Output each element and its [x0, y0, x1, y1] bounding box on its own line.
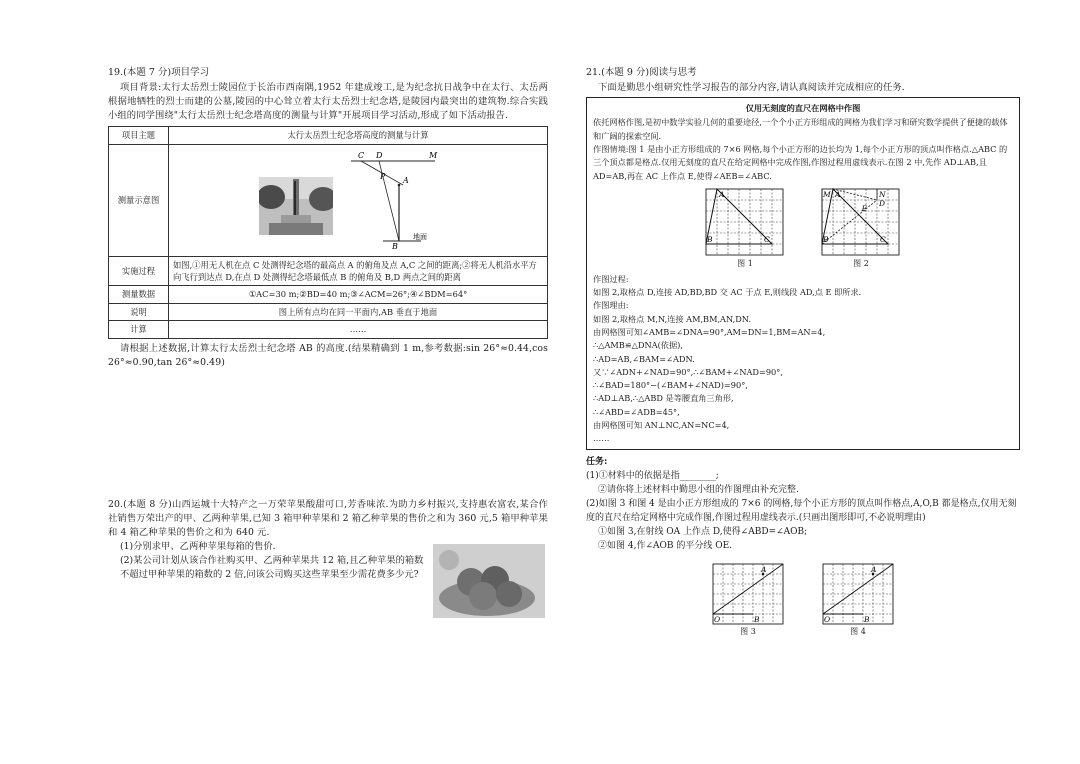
calc-label: 计算: [109, 321, 169, 338]
task-2: (2)如图 3 和图 4 是由小正方形组成的 7×6 的网格,每个小正方形的顶点叫作格点,A,O,B 都是格点,仅用无刻度的直尺在给定网格中完成作图,作图过程用虚线表示.(只画出图形即可,不必说明理由): [586, 499, 1017, 524]
process-label: 实施过程: [109, 256, 169, 286]
data-label: 测量数据: [109, 286, 169, 303]
reason-10: ……: [593, 433, 610, 444]
figure-3: [711, 562, 785, 638]
figure-4-caption: 图 4: [850, 627, 866, 637]
reason-6: ∴∠BAD=180°−(∠BAM+∠NAD)=90°,: [593, 380, 748, 391]
task-figures: [586, 562, 1020, 638]
reason-5: 又∵∠ADN+∠NAD=90°,∴∠BAM+∠NAD=90°,: [593, 366, 783, 377]
figure-3-caption: 图 3: [740, 627, 756, 637]
point-label: A: [719, 189, 725, 199]
apple-basket-photo: [433, 544, 545, 618]
point-label: O: [824, 615, 831, 625]
point-label: D: [879, 198, 886, 208]
ray-oa: [713, 564, 783, 614]
calc-value: ……: [169, 321, 548, 338]
figure-2-caption: 图 2: [853, 258, 869, 268]
point-label: B: [823, 234, 829, 244]
task-title: 任务:: [586, 457, 608, 468]
point-p: P: [380, 171, 386, 181]
diagram-label: 测量示意图: [109, 144, 169, 256]
task-1b: ②请你将上述材料中勤思小组的作图理由补充完整.: [598, 485, 799, 496]
point-label: E: [861, 203, 868, 213]
ground-label: 地面: [413, 232, 427, 241]
report-figures: [593, 186, 1013, 271]
topic-value: 太行太岳烈士纪念塔高度的测量与计算: [169, 127, 548, 144]
reason-title: 作图理由:: [593, 300, 629, 311]
q21-header: 21.(本题 9 分)阅读与思考: [586, 67, 697, 78]
figure-3-grid: [711, 562, 785, 626]
reason-3: ∴△AMB≌△DNA(依据),: [593, 340, 683, 351]
reason-9: 由网格图可知 AN⊥NC,AN=NC=4,: [593, 419, 730, 430]
point-b: B: [392, 241, 398, 251]
figure-4-grid: [821, 562, 895, 626]
point-d: D: [376, 150, 383, 160]
q19-background: 项目背景:太行太岳烈士陵园位于长治市西南隅,1952 年建成竣工,是为纪念抗日战争中在太行、太岳两根据地牺牲的烈士而建的公墓,陵园的中心耸立着太行太岳烈士纪念塔,是陵园内最突出的建筑物.综合实践小组的同学围绕"太行太岳烈士纪念塔高度的测量与计算"开展项目学习活动,形成了如下活动报告.: [108, 82, 548, 122]
note-value: 图上所有点均在同一平面内,AB 垂直于地面: [169, 303, 548, 320]
task-2b: ②如图 4,作∠AOB 的平分线 OE.: [598, 541, 733, 552]
point-a: A: [403, 175, 409, 185]
q21-report-box: [586, 97, 1020, 450]
right-column: [586, 66, 1020, 638]
report-title: 仅用无刻度的直尺在网格中作图: [745, 103, 861, 114]
reason-8: ∴∠ABD=∠ADB=45°,: [593, 406, 680, 417]
q20-part1: (1)分别求甲、乙两种苹果每箱的售价.: [120, 540, 276, 552]
report-line-2: 作图情境:图 1 是由小正方形组成的 7×6 网格,每个小正方形的边长均为 1,每个小正方形的顶点叫作格点.△ABC 的三个顶点都是格点.仅用无刻度的直尺在给定网格中完成作图,作图过程用虚线表示.在图 2 中,先作 AD⊥AB,且 AD=AB,再在 AC 上作点 E,使得∠AEB=∠ABC.: [593, 144, 1008, 181]
figure-1-grid: [703, 186, 787, 258]
point-m: M: [429, 150, 438, 160]
point-label: A: [835, 189, 841, 199]
left-column: [108, 66, 548, 580]
note-label: 说明: [109, 303, 169, 320]
figure-1: [703, 186, 787, 271]
figure-4: [821, 562, 895, 638]
point-label: N: [879, 189, 886, 199]
reason-1: 如图 2,取格点 M,N,连接 AM,BM,AN,DN.: [593, 313, 752, 324]
geometry-diagram: [343, 149, 443, 253]
q19-project-table: [108, 126, 548, 339]
figure-1-caption: 图 1: [737, 258, 753, 268]
q19-question: 请根据上述数据,计算太行太岳烈士纪念塔 AB 的高度.(结果精确到 1 m,参考数据:sin 26°≈0.44,cos 26°≈0.90,tan 26°≈0.49): [108, 342, 548, 368]
q21-tasks: [586, 456, 1020, 554]
task-1: (1)①材料中的依据是指________;: [586, 471, 719, 482]
reason-4: ∴AD=AB,∠BAM=∠ADN.: [593, 353, 695, 364]
report-line-1: 依托网格作图,是初中数学实验几何的重要途径,一个个小正方形组成的网格为我们学习和研究数学提供了便捷的载体和广阔的探索空间.: [593, 117, 1008, 141]
data-value: ①AC=30 m;②BD=40 m;③∠ACM=26°;④∠BDM=64°: [169, 286, 548, 303]
point-label: A: [761, 565, 767, 575]
figure-2: [819, 186, 903, 271]
q19-header: 19.(本题 7 分)项目学习: [108, 67, 210, 78]
point-label: B: [707, 234, 713, 244]
q20-part2: (2)某公司计划从该合作社购买甲、乙两种苹果共 12 箱,且乙种苹果的箱数不超过甲种苹果的箱数的 2 倍,问该公司购买这些苹果至少需花费多少元?: [120, 554, 424, 580]
figure-2-grid: [819, 186, 903, 258]
point-label: A: [871, 565, 877, 575]
monument-photo: [259, 177, 333, 235]
process-value: 如图,①用无人机在点 C 处测得纪念塔的最高点 A 的俯角及点 A,C 之间的距离;②将无人机沿水平方向飞行到达点 D,在点 D 处测得纪念塔最低点 B 的俯角及 B,D 两点之间的距离: [169, 256, 548, 286]
reason-2: 由网格图可知∠AMB=∠DNA=90°,AM=DN=1,BM=AN=4,: [593, 326, 826, 337]
point-label: C: [764, 234, 770, 244]
point-label: M: [823, 189, 831, 199]
measurement-diagram: [169, 144, 548, 256]
ray-oa: [823, 564, 893, 614]
reason-7: ∴AD⊥AB,∴△ABD 是等腰直角三角形,: [593, 393, 734, 404]
point-label: B: [864, 615, 870, 625]
topic-label: 项目主题: [109, 127, 169, 144]
point-c: C: [358, 150, 365, 160]
q21-intro: 下面是勤思小组研究性学习报告的部分内容,请认真阅读并完成相应的任务.: [598, 82, 905, 94]
process-title: 作图过程:: [593, 273, 629, 284]
point-label: O: [714, 615, 721, 625]
q20-header: 20.(本题 8 分)山西运城十大特产之一万荣苹果酸甜可口,芳香味浓.为助力乡村振兴,支持惠农富农,某合作社销售万荣出产的甲、乙两种苹果,已知 3 箱甲种苹果和 2 箱乙种苹果的售价之和为 360 元,5 箱甲种苹果和 4 箱乙种苹果的售价之和为 640 元.: [108, 499, 548, 538]
q20-block: [108, 498, 548, 582]
point-label: C: [880, 234, 886, 244]
process-text: 如图 2,取格点 D,连接 AD,BD,BD 交 AC 于点 E,则线段 AD,点 E 即所求.: [593, 287, 862, 298]
task-2a: ①如图 3,在射线 OA 上作点 D,使得∠ABD=∠AOB;: [598, 527, 808, 538]
point-label: B: [754, 615, 760, 625]
